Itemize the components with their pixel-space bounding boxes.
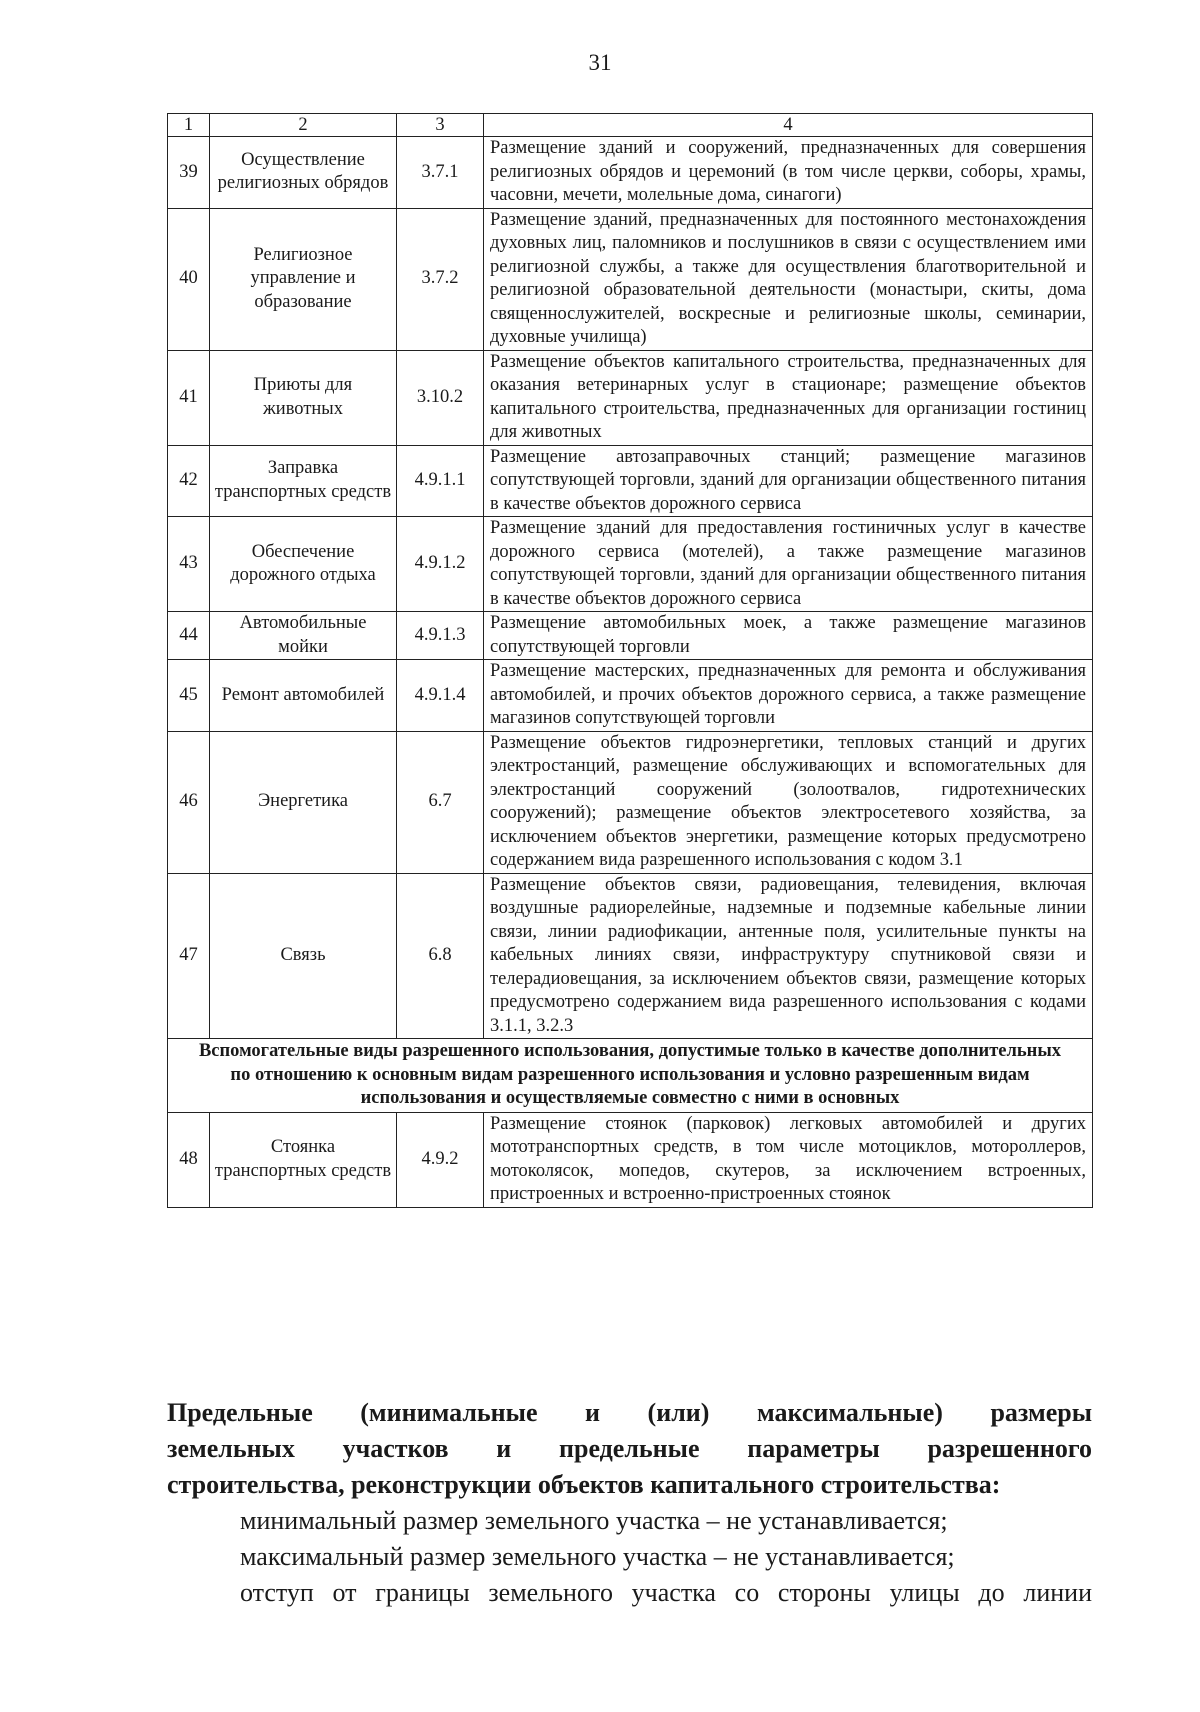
table-row <box>168 731 1093 873</box>
row-number: 39 <box>168 137 210 209</box>
use-name: Обеспечение дорожного отдыха <box>210 517 397 612</box>
table-row <box>168 350 1093 445</box>
section-row <box>168 1039 1093 1113</box>
max-plot-size-paragraph: максимальный размер земельного участка – не устанавливается; <box>240 1542 955 1571</box>
table-row <box>168 1112 1093 1207</box>
use-description: Размещение автомобильных моек, а также размещение магазинов сопутствующей торговли <box>484 612 1093 660</box>
column-number-4: 4 <box>484 114 1093 137</box>
column-number-3: 3 <box>397 114 484 137</box>
row-number: 45 <box>168 660 210 732</box>
use-code: 3.10.2 <box>397 350 484 445</box>
use-name: Заправка транспортных средств <box>210 445 397 517</box>
use-description: Размещение объектов гидроэнергетики, тепловых станций и других электростанций, размещение обслуживающих и вспомогательных для электростанций сооружений (золоотвалов, гидротехнических сооружений); размещение объектов электросетевого хозяйства, за исключением объектов энергетики, размещение которых предусмотрено содержанием вида разрешенного использования с кодом 3.1 <box>484 731 1093 873</box>
use-name: Ремонт автомобилей <box>210 660 397 732</box>
row-number: 44 <box>168 612 210 660</box>
use-name: Осуществление религиозных обрядов <box>210 137 397 209</box>
limits-body <box>167 1503 1092 1611</box>
use-description: Размещение мастерских, предназначенных для ремонта и обслуживания автомобилей, и прочих объектов дорожного сервиса, а также размещение магазинов сопутствующей торговли <box>484 660 1093 732</box>
row-number: 47 <box>168 873 210 1039</box>
use-code: 4.9.1.1 <box>397 445 484 517</box>
use-code: 4.9.2 <box>397 1112 484 1207</box>
auxiliary-uses-section-title: Вспомогательные виды разрешенного использования, допустимые только в качестве дополнительных по отношению к основным видам разрешенного использования и условно разрешенным видам использования и осуществляемые совместно с ними в основных <box>168 1039 1093 1113</box>
use-code: 4.9.1.3 <box>397 612 484 660</box>
row-number: 43 <box>168 517 210 612</box>
row-number: 41 <box>168 350 210 445</box>
column-number-2: 2 <box>210 114 397 137</box>
row-number: 46 <box>168 731 210 873</box>
table-row <box>168 137 1093 209</box>
row-number: 42 <box>168 445 210 517</box>
use-description: Размещение автозаправочных станций; размещение магазинов сопутствующей торговли, зданий для организации общественного питания в качестве объектов дорожного сервиса <box>484 445 1093 517</box>
table-header-row <box>168 114 1093 137</box>
table-row <box>168 612 1093 660</box>
use-code: 6.8 <box>397 873 484 1039</box>
use-name: Религиозное управление и образование <box>210 208 397 350</box>
use-description: Размещение объектов капитального строительства, предназначенных для оказания ветеринарных услуг в стационаре; размещение объектов капитального строительства, предназначенных для организации гостиниц для животных <box>484 350 1093 445</box>
use-code: 4.9.1.2 <box>397 517 484 612</box>
row-number: 48 <box>168 1112 210 1207</box>
use-description: Размещение зданий и сооружений, предназначенных для совершения религиозных обрядов и церемоний (в том числе церкви, соборы, храмы, часовни, мечети, молельные дома, синагоги) <box>484 137 1093 209</box>
use-name: Автомобильные мойки <box>210 612 397 660</box>
limits-heading <box>167 1395 1092 1503</box>
use-code: 3.7.2 <box>397 208 484 350</box>
use-name: Стоянка транспортных средств <box>210 1112 397 1207</box>
limits-heading-line-1: Предельные (минимальные и (или) максимальные) размеры <box>167 1398 1092 1427</box>
use-description: Размещение стоянок (парковок) легковых автомобилей и других мототранспортных средств, в том числе мотоциклов, мотороллеров, мотоколясок, мопедов, скутеров, за исключением встроенных, пристроенных и встроенно-пристроенных стоянок <box>484 1112 1093 1207</box>
min-plot-size-paragraph: минимальный размер земельного участка – не устанавливается; <box>240 1506 948 1535</box>
use-name: Связь <box>210 873 397 1039</box>
use-name: Приюты для животных <box>210 350 397 445</box>
permitted-use-table <box>167 113 1093 1208</box>
use-code: 3.7.1 <box>397 137 484 209</box>
limits-heading-line-3: строительства, реконструкции объектов капитального строительства: <box>167 1470 1001 1499</box>
use-description: Размещение зданий, предназначенных для постоянного местонахождения духовных лиц, паломников и послушников в связи с осуществлением ими религиозной службы, а также для осуществления благотворительной и религиозной образовательной деятельности (монастыри, скиты, дома священнослужителей, воскресные и религиозные школы, семинарии, духовные училища) <box>484 208 1093 350</box>
column-number-1: 1 <box>168 114 210 137</box>
setback-paragraph: отступ от границы земельного участка со стороны улицы до линии <box>240 1578 1092 1607</box>
table-row <box>168 208 1093 350</box>
table-row <box>168 660 1093 732</box>
row-number: 40 <box>168 208 210 350</box>
table-row <box>168 517 1093 612</box>
limits-heading-line-2: земельных участков и предельные параметры разрешенного <box>167 1434 1092 1463</box>
page-number: 31 <box>588 50 612 75</box>
table-row <box>168 445 1093 517</box>
use-name: Энергетика <box>210 731 397 873</box>
use-code: 6.7 <box>397 731 484 873</box>
use-description: Размещение зданий для предоставления гостиничных услуг в качестве дорожного сервиса (мотелей), а также размещение магазинов сопутствующей торговли, зданий для организации общественного питания в качестве объектов дорожного сервиса <box>484 517 1093 612</box>
use-code: 4.9.1.4 <box>397 660 484 732</box>
table-row <box>168 873 1093 1039</box>
use-description: Размещение объектов связи, радиовещания, телевидения, включая воздушные радиорелейные, надземные и подземные кабельные линии связи, линии радиофикации, антенные поля, усилительные пункты на кабельных линиях связи, инфраструктуру спутниковой связи и телерадиовещания, за исключением объектов связи, размещение которых предусмотрено содержанием вида разрешенного использования с кодами 3.1.1, 3.2.3 <box>484 873 1093 1039</box>
